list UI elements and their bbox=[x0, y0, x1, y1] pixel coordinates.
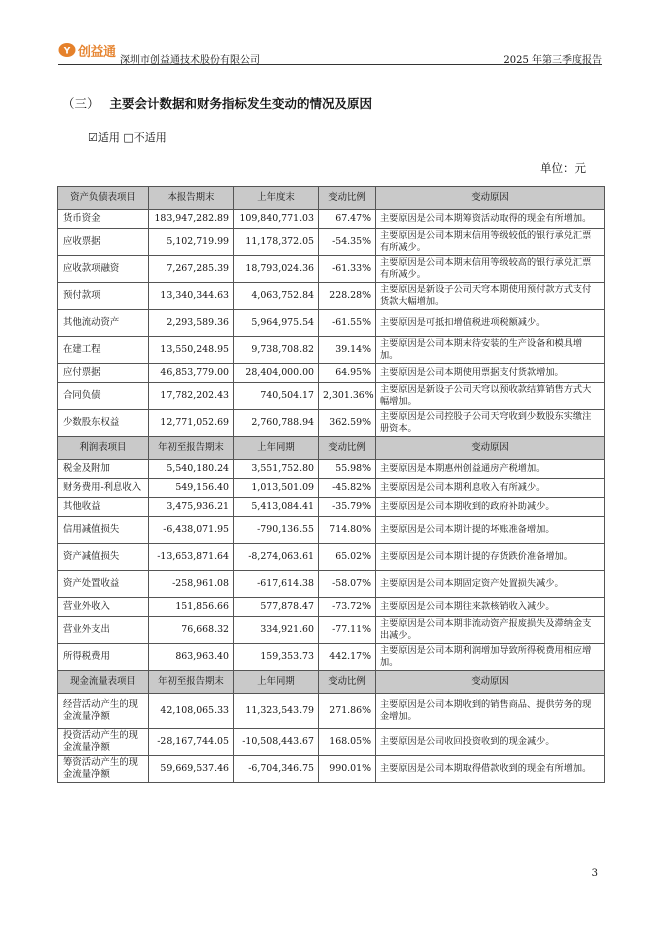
table-row bbox=[58, 498, 605, 517]
prior-value: 28,404,000.00 bbox=[234, 364, 319, 383]
item-name: 货币资金 bbox=[58, 210, 149, 229]
prior-value: 5,413,084.41 bbox=[234, 498, 319, 517]
change-reason: 主要原因是公司本期收到的政府补助减少。 bbox=[376, 498, 605, 517]
page-number: 3 bbox=[591, 868, 598, 879]
column-header: 变动比例 bbox=[319, 437, 376, 460]
prior-value: -10,508,443.67 bbox=[234, 729, 319, 756]
change-reason: 主要原因是公司本期利息收入有所减少。 bbox=[376, 479, 605, 498]
item-name: 预付款项 bbox=[58, 283, 149, 310]
column-header: 变动比例 bbox=[319, 187, 376, 210]
table-row bbox=[58, 598, 605, 617]
current-value: -258,961.08 bbox=[149, 571, 234, 598]
change-reason: 主要原因是本期惠州创益通房产税增加。 bbox=[376, 460, 605, 479]
change-ratio: 39.14% bbox=[319, 337, 376, 364]
change-ratio: 168.05% bbox=[319, 729, 376, 756]
item-name: 应付票据 bbox=[58, 364, 149, 383]
current-value: 42,108,065.33 bbox=[149, 694, 234, 729]
column-header: 上年同期 bbox=[234, 437, 319, 460]
change-ratio: 65.02% bbox=[319, 544, 376, 571]
prior-value: 159,353.73 bbox=[234, 644, 319, 671]
change-ratio: -54.35% bbox=[319, 229, 376, 256]
item-name: 合同负债 bbox=[58, 383, 149, 410]
column-header: 上年同期 bbox=[234, 671, 319, 694]
item-name: 应收款项融资 bbox=[58, 256, 149, 283]
item-name: 资产减值损失 bbox=[58, 544, 149, 571]
table-row bbox=[58, 337, 605, 364]
applicability-checkbox: ☑适用 □不适用 bbox=[88, 131, 167, 144]
item-name: 营业外支出 bbox=[58, 617, 149, 644]
current-value: 13,340,344.63 bbox=[149, 283, 234, 310]
current-value: 549,156.40 bbox=[149, 479, 234, 498]
section-heading: 主要会计数据和财务指标发生变动的情况及原因 bbox=[109, 96, 373, 111]
current-value: 151,856.66 bbox=[149, 598, 234, 617]
change-ratio: 67.47% bbox=[319, 210, 376, 229]
change-reason: 主要原因是公司本期固定资产处置损失减少。 bbox=[376, 571, 605, 598]
column-header: 本报告期末 bbox=[149, 187, 234, 210]
prior-value: -617,614.38 bbox=[234, 571, 319, 598]
prior-value: 11,323,543.79 bbox=[234, 694, 319, 729]
current-value: 3,475,936.21 bbox=[149, 498, 234, 517]
change-reason: 主要原因是公司本期取得借款收到的现金有所增加。 bbox=[376, 756, 605, 783]
change-reason: 主要原因是公司本期计提的坏账准备增加。 bbox=[376, 517, 605, 544]
change-reason: 主要原因是公司本期计提的存货跌价准备增加。 bbox=[376, 544, 605, 571]
change-ratio: 228.28% bbox=[319, 283, 376, 310]
prior-value: 334,921.60 bbox=[234, 617, 319, 644]
logo-icon bbox=[58, 42, 76, 58]
change-ratio: -77.11% bbox=[319, 617, 376, 644]
prior-value: -6,704,346.75 bbox=[234, 756, 319, 783]
current-value: 5,102,719.99 bbox=[149, 229, 234, 256]
change-reason: 主要原因是可抵扣增值税进项税额减少。 bbox=[376, 310, 605, 337]
section-number: （三） bbox=[62, 96, 100, 111]
table-row bbox=[58, 544, 605, 571]
change-reason: 主要原因是新设子公司天穹本期使用预付款方式支付货款大幅增加。 bbox=[376, 283, 605, 310]
current-value: 5,540,180.24 bbox=[149, 460, 234, 479]
change-ratio: 55.98% bbox=[319, 460, 376, 479]
table-row bbox=[58, 383, 605, 410]
current-value: -6,438,071.95 bbox=[149, 517, 234, 544]
prior-value: 4,063,752.84 bbox=[234, 283, 319, 310]
change-ratio: -61.33% bbox=[319, 256, 376, 283]
table-row bbox=[58, 694, 605, 729]
column-header: 资产负债表项目 bbox=[58, 187, 149, 210]
item-name: 筹资活动产生的现金流量净额 bbox=[58, 756, 149, 783]
column-header: 变动原因 bbox=[376, 671, 605, 694]
table-row bbox=[58, 229, 605, 256]
item-name: 在建工程 bbox=[58, 337, 149, 364]
change-reason: 主要原因是公司本期末信用等级较低的银行承兑汇票有所减少。 bbox=[376, 229, 605, 256]
table-row bbox=[58, 256, 605, 283]
change-ratio: -73.72% bbox=[319, 598, 376, 617]
current-value: -28,167,744.05 bbox=[149, 729, 234, 756]
current-value: 76,668.32 bbox=[149, 617, 234, 644]
table-row bbox=[58, 756, 605, 783]
table-row bbox=[58, 283, 605, 310]
table-header-row bbox=[58, 187, 605, 210]
prior-value: -790,136.55 bbox=[234, 517, 319, 544]
table-row bbox=[58, 517, 605, 544]
report-title: 2025 年第三季度报告 bbox=[503, 55, 602, 66]
column-header: 年初至报告期末 bbox=[149, 437, 234, 460]
current-value: 46,853,779.00 bbox=[149, 364, 234, 383]
change-reason: 主要原因是公司本期筹资活动取得的现金有所增加。 bbox=[376, 210, 605, 229]
item-name: 所得税费用 bbox=[58, 644, 149, 671]
change-reason: 主要原因是公司收回投资收到的现金减少。 bbox=[376, 729, 605, 756]
item-name: 投资活动产生的现金流量净额 bbox=[58, 729, 149, 756]
table-row bbox=[58, 410, 605, 437]
item-name: 税金及附加 bbox=[58, 460, 149, 479]
change-ratio: -61.55% bbox=[319, 310, 376, 337]
prior-value: 11,178,372.05 bbox=[234, 229, 319, 256]
current-value: 2,293,589.36 bbox=[149, 310, 234, 337]
column-header: 变动原因 bbox=[376, 437, 605, 460]
prior-value: 577,878.47 bbox=[234, 598, 319, 617]
change-ratio: 2,301.36% bbox=[319, 383, 376, 410]
column-header: 变动原因 bbox=[376, 187, 605, 210]
column-header: 上年度末 bbox=[234, 187, 319, 210]
table-row bbox=[58, 617, 605, 644]
item-name: 资产处置收益 bbox=[58, 571, 149, 598]
current-value: 59,669,537.46 bbox=[149, 756, 234, 783]
current-value: 12,771,052.69 bbox=[149, 410, 234, 437]
table-row bbox=[58, 364, 605, 383]
company-name: 深圳市创益通技术股份有限公司 bbox=[120, 55, 260, 66]
change-ratio: 442.17% bbox=[319, 644, 376, 671]
prior-value: 5,964,975.54 bbox=[234, 310, 319, 337]
item-name: 信用减值损失 bbox=[58, 517, 149, 544]
page-header bbox=[58, 40, 602, 65]
change-reason: 主要原因是公司本期往来款核销收入减少。 bbox=[376, 598, 605, 617]
current-value: 183,947,282.89 bbox=[149, 210, 234, 229]
change-reason: 主要原因是公司本期收到的销售商品、提供劳务的现金增加。 bbox=[376, 694, 605, 729]
change-ratio: -35.79% bbox=[319, 498, 376, 517]
item-name: 财务费用-利息收入 bbox=[58, 479, 149, 498]
table-header-row bbox=[58, 437, 605, 460]
change-reason: 主要原因是公司本期使用票据支付货款增加。 bbox=[376, 364, 605, 383]
change-ratio: -58.07% bbox=[319, 571, 376, 598]
current-value: -13,653,871.64 bbox=[149, 544, 234, 571]
item-name: 营业外收入 bbox=[58, 598, 149, 617]
financial-changes-table bbox=[57, 186, 605, 783]
prior-value: 9,738,708.82 bbox=[234, 337, 319, 364]
item-name: 其他流动资产 bbox=[58, 310, 149, 337]
table-header-row bbox=[58, 671, 605, 694]
table-row bbox=[58, 644, 605, 671]
current-value: 863,963.40 bbox=[149, 644, 234, 671]
column-header: 利润表项目 bbox=[58, 437, 149, 460]
prior-value: -8,274,063.61 bbox=[234, 544, 319, 571]
column-header: 现金流量表项目 bbox=[58, 671, 149, 694]
change-ratio: 990.01% bbox=[319, 756, 376, 783]
item-name: 应收票据 bbox=[58, 229, 149, 256]
table-row bbox=[58, 729, 605, 756]
logo-text: 创益通 bbox=[78, 45, 116, 60]
unit-label: 单位：元 bbox=[540, 161, 586, 175]
prior-value: 2,760,788.94 bbox=[234, 410, 319, 437]
change-ratio: 271.86% bbox=[319, 694, 376, 729]
column-header: 年初至报告期末 bbox=[149, 671, 234, 694]
current-value: 7,267,285.39 bbox=[149, 256, 234, 283]
change-reason: 主要原因是公司本期末信用等级较高的银行承兑汇票有所减少。 bbox=[376, 256, 605, 283]
prior-value: 740,504.17 bbox=[234, 383, 319, 410]
item-name: 其他收益 bbox=[58, 498, 149, 517]
table-row bbox=[58, 479, 605, 498]
prior-value: 109,840,771.03 bbox=[234, 210, 319, 229]
change-reason: 主要原因是新设子公司天穹以预收款结算销售方式大幅增加。 bbox=[376, 383, 605, 410]
change-reason: 主要原因是公司控股子公司天穹收到少数股东实缴注册资本。 bbox=[376, 410, 605, 437]
company-logo bbox=[58, 40, 120, 60]
item-name: 经营活动产生的现金流量净额 bbox=[58, 694, 149, 729]
table-row bbox=[58, 460, 605, 479]
change-reason: 主要原因是公司本期末待安装的生产设备和模具增加。 bbox=[376, 337, 605, 364]
item-name: 少数股东权益 bbox=[58, 410, 149, 437]
current-value: 13,550,248.95 bbox=[149, 337, 234, 364]
change-reason: 主要原因是公司本期利润增加导致所得税费用相应增加。 bbox=[376, 644, 605, 671]
change-ratio: 714.80% bbox=[319, 517, 376, 544]
change-ratio: 362.59% bbox=[319, 410, 376, 437]
table-row bbox=[58, 310, 605, 337]
change-ratio: 64.95% bbox=[319, 364, 376, 383]
column-header: 变动比例 bbox=[319, 671, 376, 694]
section-title bbox=[62, 94, 372, 112]
change-reason: 主要原因是公司本期非流动资产报废损失及滞纳金支出减少。 bbox=[376, 617, 605, 644]
current-value: 17,782,202.43 bbox=[149, 383, 234, 410]
prior-value: 1,013,501.09 bbox=[234, 479, 319, 498]
table-row bbox=[58, 210, 605, 229]
change-ratio: -45.82% bbox=[319, 479, 376, 498]
table-row bbox=[58, 571, 605, 598]
prior-value: 3,551,752.80 bbox=[234, 460, 319, 479]
svg-text:Y: Y bbox=[63, 46, 71, 57]
prior-value: 18,793,024.36 bbox=[234, 256, 319, 283]
